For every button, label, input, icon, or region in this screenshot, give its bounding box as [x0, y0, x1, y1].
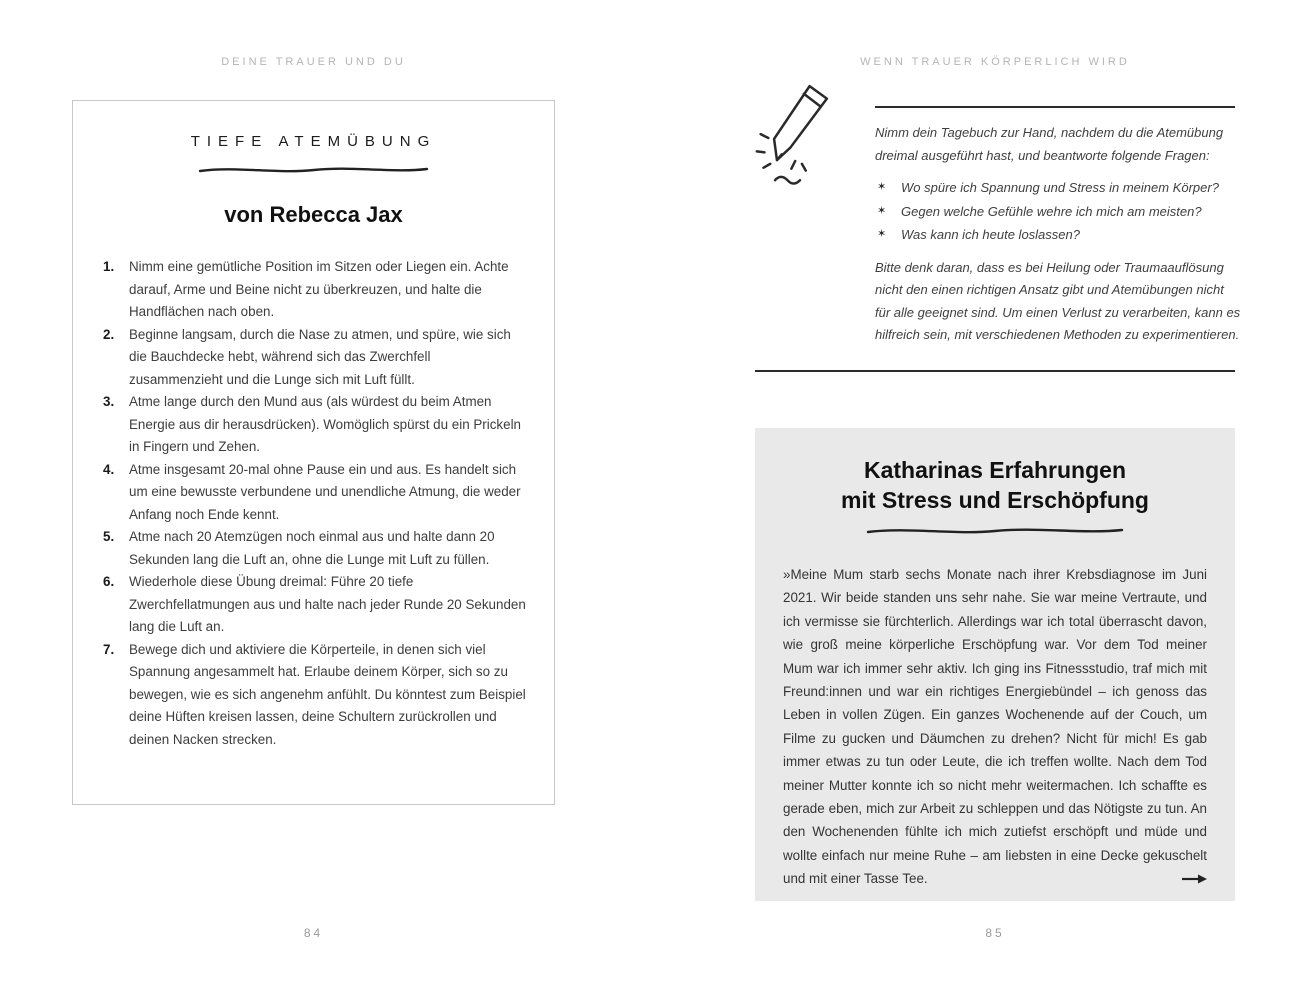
step-text: Atme insgesamt 20-mal ohne Pause ein und aus. Es handelt sich um eine bewusste verbundene und unendliche Atmung, die weder Anfang noch Ende kennt. — [129, 461, 521, 522]
squiggle-underline-icon — [196, 164, 431, 176]
step-text: Atme nach 20 Atemzügen noch einmal aus und halte dann 20 Sekunden lang die Luft an, ohne die Lunge mit Luft zu füllen. — [129, 529, 495, 567]
squiggle-underline-icon — [864, 525, 1126, 537]
step-item — [103, 459, 527, 527]
step-item — [103, 639, 527, 752]
exercise-box — [72, 100, 555, 805]
story-title-line1: Katharinas Erfahrungen — [864, 457, 1126, 483]
exercise-author: von Rebecca Jax — [224, 202, 403, 227]
journal-intro: Nimm dein Tagebuch zur Hand, nachdem du die Atemübung dreimal ausgeführt hast, und beantworte folgende Fragen: — [875, 125, 1224, 163]
exercise-title: TIEFE ATEMÜBUNG — [190, 133, 437, 150]
left-running-head: DEINE TRAUER UND DU — [221, 56, 406, 68]
step-text: Bewege dich und aktiviere die Körperteile, in denen sich viel Spannung angesammelt hat. Erlaube deinem Körper, sich so zu bewegen, wie es sich angenehm anfühlt. Du könntest zum Beispiel deine Hüften kreisen lassen, deine Schultern zurückrollen und deinen Nacken strecken. — [129, 641, 526, 747]
journal-question-text: Wo spüre ich Spannung und Stress in meinem Körper? — [901, 180, 1219, 195]
step-number: 6. — [103, 574, 115, 589]
story-box — [755, 428, 1235, 901]
bottom-rule — [755, 370, 1235, 372]
step-number: 1. — [103, 259, 115, 274]
journal-question-text: Gegen welche Gefühle wehre ich mich am meisten? — [901, 203, 1202, 219]
step-text: Wiederhole diese Übung dreimal: Führe 20 tiefe Zwerchfellatmungen aus und halte nach jeder Runde 20 Sekunden lang die Luft an. — [129, 574, 526, 634]
star-bullet-icon: ✶ — [877, 181, 887, 193]
journal-question — [875, 200, 1241, 224]
step-number: 3. — [103, 394, 115, 409]
story-title-line2: mit Stress und Erschöpfung — [841, 487, 1149, 513]
right-page — [654, 0, 1308, 1000]
journal-question — [875, 223, 1241, 247]
step-item — [103, 391, 527, 459]
step-number: 2. — [103, 326, 115, 342]
top-rule — [875, 106, 1235, 108]
step-number: 7. — [103, 641, 115, 657]
journal-question-text: Was kann ich heute loslassen? — [901, 227, 1080, 242]
step-text: Beginne langsam, durch die Nase zu atmen, und spüre, wie sich die Bauchdecke hebt, während sich das Zwerchfell zusammenzieht und die Lunge sich mit Luft füllt. — [129, 326, 511, 387]
journal-questions — [875, 176, 1241, 247]
journal-question — [875, 176, 1241, 200]
pen-icon — [752, 78, 848, 196]
step-item — [103, 526, 527, 571]
exercise-steps — [103, 256, 527, 751]
left-page-number: 84 — [303, 926, 324, 940]
step-text: Atme lange durch den Mund aus (als würdest du beim Atmen Energie aus dir herausdrücken). Womöglich spürst du ein Prickeln in Fingern und Zehen. — [129, 394, 521, 454]
story-title — [783, 455, 1207, 515]
step-item — [103, 324, 527, 392]
step-item — [103, 256, 527, 324]
step-number: 4. — [103, 461, 115, 477]
story-body: »Meine Mum starb sechs Monate nach ihrer Krebsdiagnose im Juni 2021. Wir beide standen uns sehr nahe. Sie war meine Vertraute, und ich vermisse sie fürchterlich. Allerdings war ich total überrascht davon, wie groß meine körperliche Erschöpfung war. Vor dem Tod meiner Mum war ich immer sehr aktiv. Ich ging ins Fitnessstudio, traf mich mit Freund:innen und war ein richtiges Energiebündel – ich genoss das Leben in vollen Zügen. Ein ganzes Wochenende auf der Couch, um Filme zu gucken und Däumchen zu drehen? Nicht für mich! Es gab immer etwas zu tun oder Leute, die ich treffen wollte. Nach dem Tod meiner Mutter konnte ich so nicht mehr weitermachen. Ich schaffte es gerade eben, mich zur Arbeit zu schleppen und das Nötigste zu tun. An den Wochenenden fühlte ich mich zutiefst erschöpft und müde und wollte einfach nur meine Ruhe – am liebsten in eine Decke gekuschelt und mit einer Tasse Tee. — [783, 567, 1207, 887]
step-number: 5. — [103, 529, 115, 544]
step-text: Nimm eine gemütliche Position im Sitzen oder Liegen ein. Achte darauf, Arme und Beine nicht zu überkreuzen, und halte die Handflächen nach oben. — [129, 259, 509, 319]
star-bullet-icon: ✶ — [877, 204, 887, 217]
journal-prompt — [875, 122, 1241, 347]
right-running-head: WENN TRAUER KÖRPERLICH WIRD — [860, 56, 1130, 68]
journal-note: Bitte denk daran, dass es bei Heilung oder Traumaauflösung nicht den einen richtigen Ansatz gibt und Atemübungen nicht für alle geeignet sind. Um einen Verlust zu verarbeiten, kann es hilfreich sein, mit verschiedenen Methoden zu experimentieren. — [875, 259, 1241, 342]
step-item — [103, 571, 527, 639]
right-page-number: 85 — [985, 926, 1005, 940]
continuation-arrow-icon — [1181, 873, 1209, 885]
star-bullet-icon: ✶ — [877, 228, 887, 240]
